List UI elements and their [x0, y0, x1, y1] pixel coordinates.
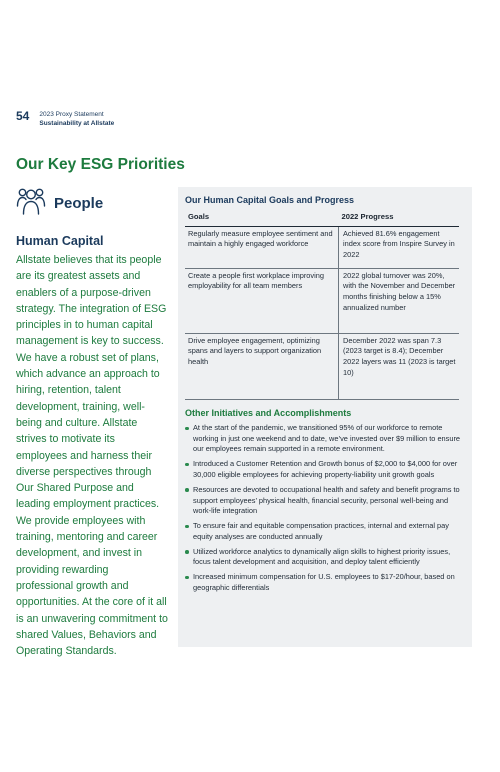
goal-cell: Regularly measure employee sentiment and maintain a highly engaged workforce — [185, 226, 339, 268]
header-text — [39, 110, 114, 128]
people-label: People — [54, 195, 104, 212]
table-row — [185, 226, 459, 268]
goal-cell: Create a people first workplace improving employability for all team members — [185, 268, 339, 333]
goal-cell: Drive employee engagement, optimizing spans and layers to support organization health — [185, 333, 339, 399]
human-capital-title: Human Capital — [16, 234, 104, 248]
people-heading — [16, 186, 103, 221]
section-title: Our Key ESG Priorities — [16, 156, 185, 173]
people-group-icon — [16, 186, 46, 221]
list-item: Utilized workforce analytics to dynamically align skills to highest priority issues, focus talent development and acquisition, and deploy talent efficiently — [185, 547, 461, 568]
progress-cell: 2022 global turnover was 20%, with the November and December months finishing below a 15% annualized number — [339, 268, 460, 333]
progress-cell: Achieved 81.6% engagement index score from Inspire Survey in 2022 — [339, 226, 460, 268]
list-item: Resources are devoted to occupational health and safety and benefit programs to support employees’ physical health, financial security, personal well-being and work-life integration — [185, 485, 461, 517]
progress-cell: December 2022 was span 7.3 (2023 target is 8.4); December 2022 layers was 11 (2023 is target 10) — [339, 333, 460, 399]
table-row — [185, 268, 459, 333]
list-item: To ensure fair and equitable compensation practices, internal and external pay equity analyses are conducted annually — [185, 521, 461, 542]
document-title: 2023 Proxy Statement — [39, 111, 104, 118]
table-header-row — [185, 209, 459, 226]
goals-table — [185, 209, 459, 400]
column-header-progress: 2022 Progress — [339, 209, 460, 226]
goals-panel-title: Our Human Capital Goals and Progress — [185, 195, 355, 205]
list-item: Increased minimum compensation for U.S. employees to $17-20/hour, based on geographic differentials — [185, 572, 461, 593]
initiatives-title: Other Initiatives and Accomplishments — [185, 408, 352, 418]
list-item: Introduced a Customer Retention and Growth bonus of $2,000 to $4,000 for over 30,000 eligible employees for achieving property-liability unit growth goals — [185, 459, 461, 480]
table-row — [185, 333, 459, 399]
section-name: Sustainability at Allstate — [39, 120, 115, 127]
page-number: 54 — [16, 109, 30, 123]
goals-panel — [178, 187, 472, 647]
column-header-goals: Goals — [185, 209, 339, 226]
initiatives-list — [185, 423, 461, 598]
page-header — [16, 110, 114, 128]
human-capital-body: Allstate believes that its people are its greatest assets and enablers of a purpose-driven strategy. The integration of ESG principles in to human capital management is key to success. We have a robust set of plans, which advance an approach to hiring, retention, talent development, training, well-being and culture. Allstate strives to motivate its employees and harness their diverse perspectives through Our Shared Purpose and leading employment practices. We provide employees with training, mentoring and career development, and invest in providing rewarding professional growth and opportunities. At the core of it all is an unwavering commitment to shared Values, Behaviors and Operating Standards. — [16, 254, 168, 658]
list-item: At the start of the pandemic, we transitioned 95% of our workforce to remote working in just one weekend and to date, we’ve invested over $9 million to ensure our employees remain supported in a remote environment. — [185, 423, 461, 455]
